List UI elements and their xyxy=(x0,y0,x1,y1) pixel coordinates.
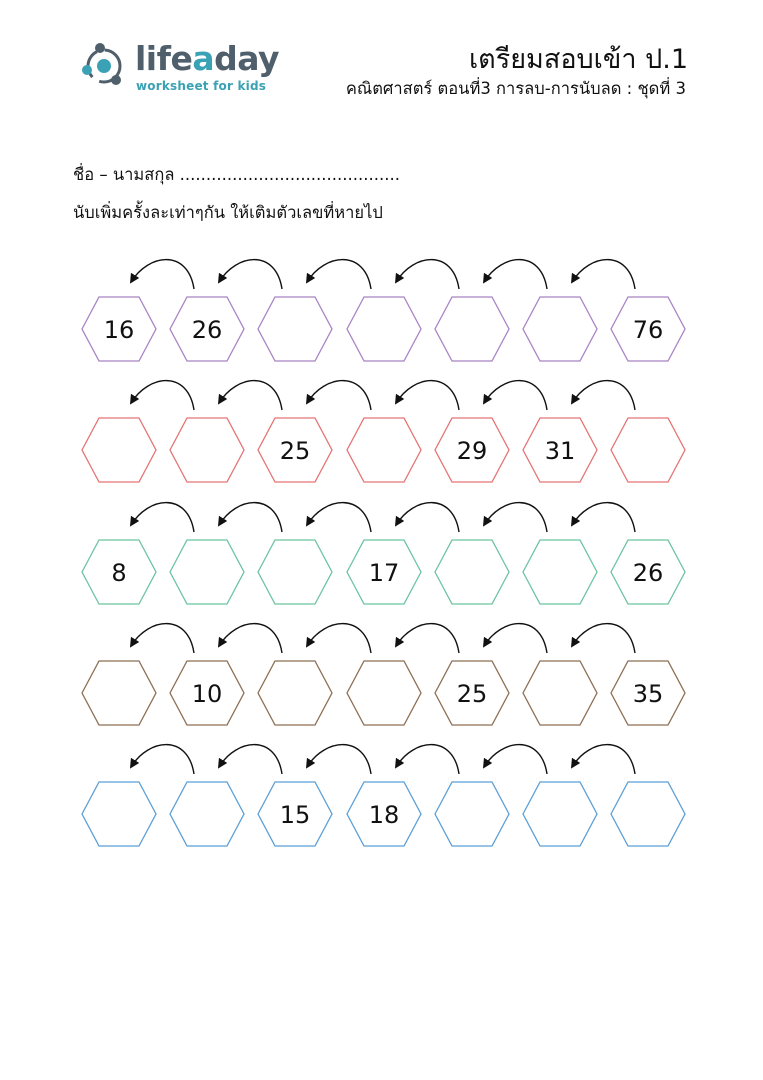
curved-arrow-left-icon xyxy=(396,745,459,774)
curved-arrow-left-icon xyxy=(572,260,635,289)
curved-arrow-left-icon xyxy=(396,503,459,532)
hexagon-cell-blank[interactable] xyxy=(523,297,597,361)
cell-number: 25 xyxy=(279,437,311,465)
hexagon-cell-blank[interactable] xyxy=(611,782,685,846)
curved-arrow-left-icon xyxy=(219,503,282,532)
cell-number: 25 xyxy=(456,680,488,708)
curved-arrow-left-icon xyxy=(484,624,547,653)
curved-arrow-left-icon xyxy=(396,624,459,653)
curved-arrow-left-icon xyxy=(131,381,194,410)
curved-arrow-left-icon xyxy=(131,260,194,289)
curved-arrow-left-icon xyxy=(307,745,371,774)
curved-arrow-left-icon xyxy=(131,745,194,774)
hexagon-cell-blank[interactable] xyxy=(170,540,244,604)
cell-number: 16 xyxy=(103,316,135,344)
cell-number: 31 xyxy=(544,437,576,465)
curved-arrow-left-icon xyxy=(572,503,635,532)
hexagon-cell-blank[interactable] xyxy=(82,661,156,725)
curved-arrow-left-icon xyxy=(572,381,635,410)
hexagon-cell-blank[interactable] xyxy=(523,782,597,846)
cell-number: 26 xyxy=(191,316,223,344)
curved-arrow-left-icon xyxy=(484,260,547,289)
hexagon-cell-blank[interactable] xyxy=(435,297,509,361)
curved-arrow-left-icon xyxy=(396,260,459,289)
curved-arrow-left-icon xyxy=(572,745,635,774)
cell-number: 35 xyxy=(632,680,664,708)
hexagon-cell-blank[interactable] xyxy=(258,297,332,361)
curved-arrow-left-icon xyxy=(307,503,371,532)
cell-number: 76 xyxy=(632,316,664,344)
sequence-row xyxy=(82,503,685,604)
curved-arrow-left-icon xyxy=(219,260,282,289)
hexagon-cell-blank[interactable] xyxy=(258,661,332,725)
curved-arrow-left-icon xyxy=(396,381,459,410)
cell-number: 15 xyxy=(279,801,311,829)
cell-number: 17 xyxy=(368,559,400,587)
curved-arrow-left-icon xyxy=(219,381,282,410)
sequence-row xyxy=(82,745,685,846)
hexagon-cell-blank[interactable] xyxy=(523,540,597,604)
logo-tagline: worksheet for kids xyxy=(136,79,267,93)
curved-arrow-left-icon xyxy=(307,624,371,653)
cell-number: 10 xyxy=(191,680,223,708)
page-subtitle: คณิตศาสตร์ ตอนที่3 การลบ-การนับลด : ชุดที่ 3 xyxy=(345,79,686,98)
hexagon-cell-blank[interactable] xyxy=(82,418,156,482)
curved-arrow-left-icon xyxy=(484,745,547,774)
hexagon-cell-blank[interactable] xyxy=(347,297,421,361)
curved-arrow-left-icon xyxy=(484,381,547,410)
sequence-row xyxy=(82,260,685,361)
cell-number: 29 xyxy=(456,437,488,465)
curved-arrow-left-icon xyxy=(131,503,194,532)
sequence-row xyxy=(82,381,685,482)
curved-arrow-left-icon xyxy=(572,624,635,653)
curved-arrow-left-icon xyxy=(219,745,282,774)
cell-number: 8 xyxy=(111,559,127,587)
instruction-text: นับเพิ่มครั้งละเท่าๆกัน ให้เติมตัวเลขที่หายไป xyxy=(73,203,383,222)
cell-number: 18 xyxy=(368,801,400,829)
hexagon-cell-blank[interactable] xyxy=(258,540,332,604)
hexagon-cell-blank[interactable] xyxy=(347,418,421,482)
hexagon-cell-blank[interactable] xyxy=(82,782,156,846)
hexagon-cell-blank[interactable] xyxy=(170,782,244,846)
hexagon-cell-blank[interactable] xyxy=(347,661,421,725)
curved-arrow-left-icon xyxy=(307,260,371,289)
curved-arrow-left-icon xyxy=(484,503,547,532)
page-title: เตรียมสอบเข้า ป.1 xyxy=(468,44,688,75)
hexagon-cell-blank[interactable] xyxy=(611,418,685,482)
curved-arrow-left-icon xyxy=(307,381,371,410)
hexagon-cell-blank[interactable] xyxy=(523,661,597,725)
name-field-line: ชื่อ – นามสกุล .......................................... xyxy=(73,165,400,184)
cell-number: 26 xyxy=(632,559,664,587)
sequence-row xyxy=(82,624,685,725)
hexagon-cell-blank[interactable] xyxy=(435,540,509,604)
curved-arrow-left-icon xyxy=(131,624,194,653)
hexagon-cell-blank[interactable] xyxy=(435,782,509,846)
hexagon-cell-blank[interactable] xyxy=(170,418,244,482)
curved-arrow-left-icon xyxy=(219,624,282,653)
logo-wordmark: lifeaday xyxy=(135,39,280,78)
